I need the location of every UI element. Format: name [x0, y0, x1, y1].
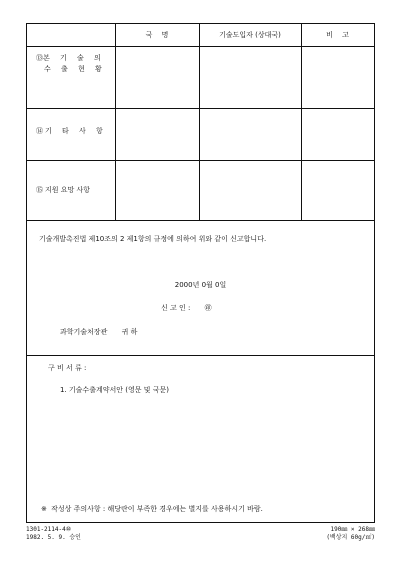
header-row-divider: [27, 46, 374, 47]
row-label-other-matters: [36, 127, 107, 135]
row-divider-2: [27, 160, 374, 161]
attachment-item: 1. 기술수출계약서안 (영문 및 국문): [60, 386, 169, 394]
attachments-title: 구 비 서 류 :: [48, 364, 87, 372]
row-label-line: 기 타 사 항: [45, 127, 107, 135]
row-label-support-request: [36, 186, 90, 194]
row-label-line: 지원 요망 사항: [45, 186, 91, 194]
row-label-export-status: [36, 54, 105, 62]
row-label-line: 수 출 현 황: [44, 65, 106, 73]
approval-date: 1982. 5. 9. 승인: [26, 534, 81, 541]
col-divider-1: [115, 24, 116, 220]
footer-right: [326, 526, 375, 542]
reporter-line: [161, 304, 212, 312]
addressee-line: [60, 328, 137, 336]
seal-mark: ㊞: [204, 304, 212, 312]
honorific: 귀 하: [121, 328, 138, 336]
note-mark: ※: [41, 505, 47, 513]
declaration-date: 2000년 0월 0일: [174, 281, 227, 289]
writing-note: [41, 505, 263, 513]
footer-left: [26, 526, 81, 542]
row-label-line: 본 기 술 의: [43, 54, 105, 62]
form-frame: [26, 23, 375, 523]
row-divider-1: [27, 108, 374, 109]
row-number: ⑭: [36, 127, 43, 135]
paper-type: (백상지 60g/㎡): [326, 534, 375, 541]
col-divider-3: [301, 24, 302, 220]
col-header-remarks: 비 고: [326, 31, 349, 39]
form-number: 1301-2114-4⑩: [26, 526, 72, 533]
note-text: 작성상 주의사항 : 해당란이 부족한 경우에는 별지를 사용하시기 바람.: [51, 505, 263, 513]
section-divider: [27, 355, 374, 356]
row-number: ⑬: [36, 54, 43, 62]
row-divider-3: [27, 220, 374, 221]
col-header-country: 국 명: [145, 31, 169, 39]
reporter-label: 신 고 인 :: [161, 304, 191, 312]
col-header-licensee: 기술도입자 (상대국): [219, 31, 281, 39]
paper-size: 190㎜ × 268㎜: [330, 526, 375, 533]
addressee: 과학기술처장관: [60, 328, 108, 336]
declaration-statement: 기술개발촉진법 제10조의 2 제1항의 규정에 의하여 위와 같이 신고합니다.: [39, 235, 267, 243]
col-divider-2: [199, 24, 200, 220]
row-number: ⑮: [36, 186, 43, 194]
